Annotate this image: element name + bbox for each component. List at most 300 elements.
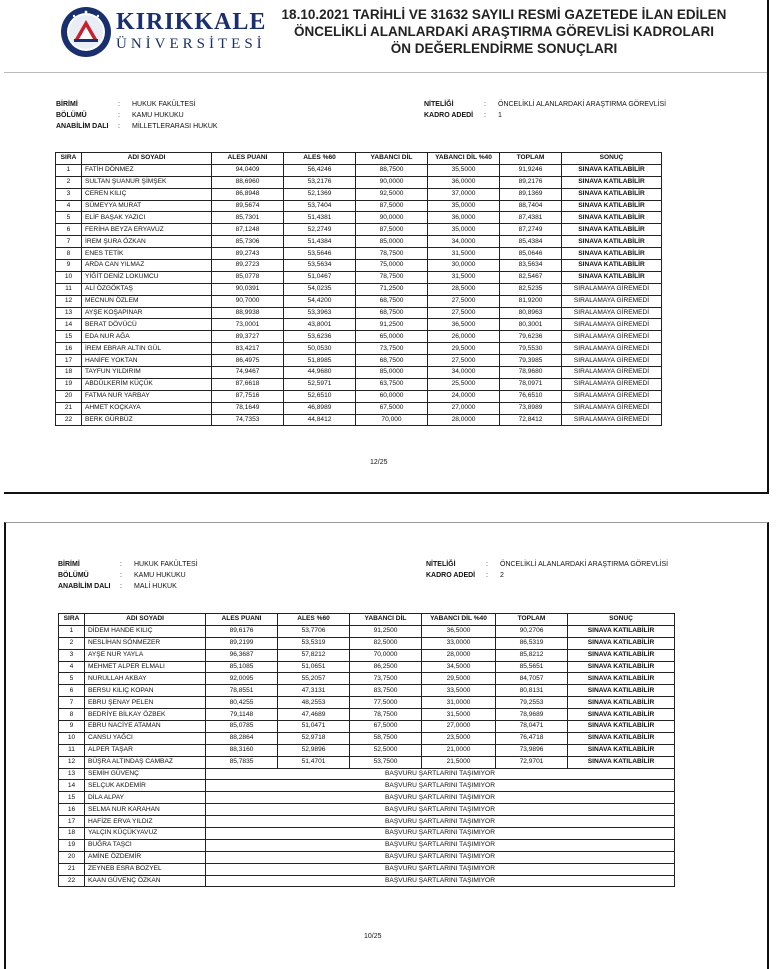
table-cell: 31,5000 xyxy=(428,271,500,283)
table-cell: SINAVA KATILABİLİR xyxy=(562,176,662,188)
table-cell: 90,2706 xyxy=(496,625,568,637)
table-cell: 52,9718 xyxy=(278,732,350,744)
table-cell: SIRALAMAYA GİREMEDİ xyxy=(562,343,662,355)
table-row xyxy=(59,780,675,792)
table-cell: 21,5000 xyxy=(422,756,496,768)
table-cell: 51,4701 xyxy=(278,756,350,768)
table-cell: 20 xyxy=(56,390,82,402)
table-cell: EBRU NACİYE ATAMAN xyxy=(85,721,206,733)
table-cell: 88,7404 xyxy=(500,200,562,212)
table-cell: 3 xyxy=(56,188,82,200)
table-cell: NURULLAH AKBAY xyxy=(85,673,206,685)
table-cell: SINAVA KATILABİLİR xyxy=(568,673,675,685)
table-cell: 6 xyxy=(59,685,85,697)
table-cell: 10 xyxy=(59,732,85,744)
table-cell: KAAN GÜVENÇ ÖZKAN xyxy=(85,875,206,887)
table-cell: 5 xyxy=(56,212,82,224)
page-number: 10/25 xyxy=(364,933,382,940)
table-row xyxy=(59,792,675,804)
table-row xyxy=(56,295,662,307)
header-line-3: ÖN DEĞERLENDİRME SONUÇLARI xyxy=(390,41,618,56)
kadro-value: 1 xyxy=(498,112,502,119)
table-cell: 90,0391 xyxy=(212,283,284,295)
table-row xyxy=(59,625,675,637)
table-cell: 86,2500 xyxy=(350,661,422,673)
table-cell: 52,5971 xyxy=(284,378,356,390)
table-cell: 15 xyxy=(56,331,82,343)
table-cell: AYŞE NUR YAYLA xyxy=(85,649,206,661)
table-cell: 92,5000 xyxy=(356,188,428,200)
table-cell: 58,7500 xyxy=(350,732,422,744)
document-page-2 xyxy=(4,522,769,969)
table-cell: 36,5000 xyxy=(428,319,500,331)
table-cell: 78,7500 xyxy=(350,709,422,721)
table-cell: 89,6176 xyxy=(206,625,278,637)
column-header: SONUÇ xyxy=(562,153,662,165)
table-cell: SIRALAMAYA GİREMEDİ xyxy=(562,414,662,426)
table-cell: 73,7500 xyxy=(350,673,422,685)
table-row xyxy=(59,804,675,816)
table-cell: 51,0471 xyxy=(278,721,350,733)
table-row xyxy=(56,367,662,379)
column-header: ALES PUANI xyxy=(212,153,284,165)
table-cell: ALPER TAŞAR xyxy=(85,744,206,756)
table-cell: HAFİZE ERVA YILDIZ xyxy=(85,816,206,828)
table-cell: 57,8212 xyxy=(278,649,350,661)
table-header-row xyxy=(59,614,675,626)
table-cell: 29,5000 xyxy=(422,673,496,685)
table-cell: SINAVA KATILABİLİR xyxy=(568,732,675,744)
table-cell: 88,9938 xyxy=(212,307,284,319)
table-cell: 53,6236 xyxy=(284,331,356,343)
table-cell: 80,4255 xyxy=(206,697,278,709)
table-cell: 70,0000 xyxy=(350,649,422,661)
table-cell: ENES TETİK xyxy=(82,248,212,260)
unit-info-block xyxy=(56,99,218,132)
table-cell: 51,4381 xyxy=(284,212,356,224)
table-cell: 54,4200 xyxy=(284,295,356,307)
table-cell: 51,4384 xyxy=(284,236,356,248)
table-cell: 30,0000 xyxy=(428,260,500,272)
table-cell: 18 xyxy=(59,828,85,840)
table-cell: 78,7500 xyxy=(356,248,428,260)
birimi-value: HUKUK FAKÜLTESİ xyxy=(132,101,196,108)
table-cell: SINAVA KATILABİLİR xyxy=(568,744,675,756)
table-cell: 27,5000 xyxy=(428,307,500,319)
table-cell: 74,7353 xyxy=(212,414,284,426)
table-cell: 5 xyxy=(59,673,85,685)
table-cell: 29,5000 xyxy=(428,343,500,355)
table-cell: 54,0235 xyxy=(284,283,356,295)
table-row xyxy=(56,200,662,212)
anabilim-label: ANABİLİM DALI xyxy=(56,123,109,130)
table-cell: 51,8985 xyxy=(284,355,356,367)
table-cell: SINAVA KATILABİLİR xyxy=(562,188,662,200)
table-cell: 19 xyxy=(59,839,85,851)
separator: : xyxy=(486,572,488,579)
table-cell: 34,0000 xyxy=(428,367,500,379)
table-cell: 53,5634 xyxy=(284,260,356,272)
table-cell: 21 xyxy=(59,863,85,875)
table-row xyxy=(56,414,662,426)
table-cell: 73,8989 xyxy=(500,402,562,414)
table-cell: 77,5000 xyxy=(350,697,422,709)
table-cell: 52,9896 xyxy=(278,744,350,756)
table-cell: ABDÜLKERİM KÜÇÜK xyxy=(82,378,212,390)
niteligi-value: ÖNCELİKLİ ALANLARDAKİ ARAŞTIRMA GÖREVLİSİ xyxy=(500,561,669,568)
bolumu-value: KAMU HUKUKU xyxy=(134,572,186,579)
table-cell: 22 xyxy=(56,414,82,426)
table-cell: 53,7706 xyxy=(278,625,350,637)
position-info-block xyxy=(426,559,668,581)
table-cell: BERK GÜRBÜZ xyxy=(82,414,212,426)
table-cell: SINAVA KATILABİLİR xyxy=(568,625,675,637)
table-cell: 55,2057 xyxy=(278,673,350,685)
table-cell: 28,5000 xyxy=(428,283,500,295)
anabilim-value: MALİ HUKUK xyxy=(134,583,177,590)
table-row xyxy=(59,685,675,697)
table-row xyxy=(59,756,675,768)
table-cell: 80,8963 xyxy=(500,307,562,319)
table-cell: 9 xyxy=(59,721,85,733)
table-cell: BUĞRA TAŞCI xyxy=(85,839,206,851)
table-cell: FATİH DÖNMEZ xyxy=(82,164,212,176)
table-cell: SIRALAMAYA GİREMEDİ xyxy=(562,295,662,307)
table-cell: 12 xyxy=(59,756,85,768)
position-info-block xyxy=(424,99,666,121)
table-cell: FATMA NUR YARBAY xyxy=(82,390,212,402)
table-cell: 72,8412 xyxy=(500,414,562,426)
table-cell: 23,5000 xyxy=(422,732,496,744)
table-cell: 85,0646 xyxy=(500,248,562,260)
table-cell: 27,5000 xyxy=(428,295,500,307)
table-cell: 86,4975 xyxy=(212,355,284,367)
table-header-row xyxy=(56,153,662,165)
table-cell: 87,1248 xyxy=(212,224,284,236)
table-cell: 27,0000 xyxy=(422,721,496,733)
table-cell: MECNUN ÖZLEM xyxy=(82,295,212,307)
table-cell: CEREN KILIÇ xyxy=(82,188,212,200)
table-cell: 46,8989 xyxy=(284,402,356,414)
table-cell: 90,0000 xyxy=(356,176,428,188)
table-row xyxy=(59,673,675,685)
table-cell: 87,2749 xyxy=(500,224,562,236)
table-cell: 21 xyxy=(56,402,82,414)
ineligible-status-cell: BAŞVURU ŞARTLARINI TAŞIMIYOR xyxy=(206,851,675,863)
table-cell: 78,9680 xyxy=(500,367,562,379)
table-cell: 85,0000 xyxy=(356,236,428,248)
table-cell: 96,3687 xyxy=(206,649,278,661)
table-cell: 25,5000 xyxy=(428,378,500,390)
table-cell: 80,8131 xyxy=(496,685,568,697)
column-header: SONUÇ xyxy=(568,614,675,626)
separator: : xyxy=(484,101,486,108)
table-row xyxy=(59,697,675,709)
table-cell: 85,0778 xyxy=(212,271,284,283)
table-cell: 47,4689 xyxy=(278,709,350,721)
table-cell: 20 xyxy=(59,851,85,863)
table-cell: SIRALAMAYA GİREMEDİ xyxy=(562,331,662,343)
table-row xyxy=(56,390,662,402)
table-cell: 28,0000 xyxy=(428,414,500,426)
table-cell: 83,5634 xyxy=(500,260,562,272)
page-edge xyxy=(4,492,767,494)
table-cell: 13 xyxy=(56,307,82,319)
table-cell: 88,7500 xyxy=(356,164,428,176)
table-row xyxy=(59,661,675,673)
table-cell: 80,3001 xyxy=(500,319,562,331)
table-cell: SINAVA KATILABİLİR xyxy=(568,721,675,733)
table-cell: 53,7500 xyxy=(350,756,422,768)
table-cell: 21,0000 xyxy=(422,744,496,756)
table-cell: 68,7500 xyxy=(356,307,428,319)
table-cell: EBRU ŞENAY PELEN xyxy=(85,697,206,709)
separator: : xyxy=(486,561,488,568)
table-cell: 36,0000 xyxy=(428,212,500,224)
table-cell: ALİ ÖZGÖKTAŞ xyxy=(82,283,212,295)
table-cell: YALÇIN KÜÇÜKYAVUZ xyxy=(85,828,206,840)
table-cell: SEMİH GÜVENÇ xyxy=(85,768,206,780)
table-cell: MEHMET ALPER ELMALI xyxy=(85,661,206,673)
bolumu-label: BÖLÜMÜ xyxy=(58,572,89,579)
table-cell: 87,5000 xyxy=(356,200,428,212)
table-cell: 37,0000 xyxy=(428,188,500,200)
table-cell: SINAVA KATILABİLİR xyxy=(568,661,675,673)
table-row xyxy=(59,851,675,863)
table-cell: 78,0971 xyxy=(500,378,562,390)
column-header: ADI SOYADI xyxy=(85,614,206,626)
table-cell: 89,5674 xyxy=(212,200,284,212)
table-row xyxy=(56,248,662,260)
table-cell: SIRALAMAYA GİREMEDİ xyxy=(562,367,662,379)
table-row xyxy=(59,744,675,756)
table-cell: 51,0467 xyxy=(284,271,356,283)
column-header: ALES %60 xyxy=(284,153,356,165)
table-cell: 1 xyxy=(59,625,85,637)
document-header xyxy=(244,6,764,57)
column-header: YABANCI DİL %40 xyxy=(422,614,496,626)
table-cell: 79,6236 xyxy=(500,331,562,343)
table-cell: 8 xyxy=(56,248,82,260)
table-cell: HANİFE YOKTAN xyxy=(82,355,212,367)
table-cell: 85,7301 xyxy=(212,212,284,224)
page-gap xyxy=(0,496,777,522)
table-cell: 13 xyxy=(59,768,85,780)
separator: : xyxy=(120,572,122,579)
separator: : xyxy=(120,583,122,590)
table-cell: 27,5000 xyxy=(428,355,500,367)
table-row xyxy=(56,378,662,390)
results-table xyxy=(55,152,662,426)
table-cell: 74,9467 xyxy=(212,367,284,379)
header-line-1: 18.10.2021 TARİHLİ VE 31632 SAYILI RESMİ GAZETEDE İLAN EDİLEN xyxy=(281,7,727,22)
table-cell: 85,0785 xyxy=(206,721,278,733)
table-row xyxy=(59,828,675,840)
table-row xyxy=(59,649,675,661)
table-cell: 87,6618 xyxy=(212,378,284,390)
table-cell: 79,5530 xyxy=(500,343,562,355)
table-row xyxy=(59,768,675,780)
table-cell: 11 xyxy=(56,283,82,295)
table-cell: 36,5000 xyxy=(422,625,496,637)
table-row xyxy=(59,816,675,828)
table-cell: 16 xyxy=(59,804,85,816)
table-cell: 53,3963 xyxy=(284,307,356,319)
birimi-label: BİRİMİ xyxy=(58,561,80,568)
table-cell: NESLİHAN SÖNMEZER xyxy=(85,637,206,649)
ineligible-status-cell: BAŞVURU ŞARTLARINI TAŞIMIYOR xyxy=(206,804,675,816)
university-logo-icon xyxy=(60,6,112,58)
table-cell: 78,0471 xyxy=(496,721,568,733)
table-cell: 71,2500 xyxy=(356,283,428,295)
table-cell: 18 xyxy=(56,367,82,379)
table-cell: SIRALAMAYA GİREMEDİ xyxy=(562,283,662,295)
results-table xyxy=(58,613,675,887)
column-header: YABANCI DİL xyxy=(350,614,422,626)
column-header: TOPLAM xyxy=(500,153,562,165)
table-row xyxy=(59,637,675,649)
table-cell: 84,7057 xyxy=(496,673,568,685)
column-header: ALES PUANI xyxy=(206,614,278,626)
table-cell: 73,9896 xyxy=(496,744,568,756)
table-cell: 52,1369 xyxy=(284,188,356,200)
table-cell: 22 xyxy=(59,875,85,887)
table-cell: SINAVA KATILABİLİR xyxy=(568,637,675,649)
table-cell: 89,3727 xyxy=(212,331,284,343)
separator: : xyxy=(484,112,486,119)
table-cell: 79,2553 xyxy=(496,697,568,709)
table-cell: YİĞİT DENİZ LOKUMCU xyxy=(82,271,212,283)
table-row xyxy=(56,164,662,176)
table-row xyxy=(56,176,662,188)
niteligi-label: NİTELİĞİ xyxy=(426,561,456,568)
table-row xyxy=(56,188,662,200)
university-name: KIRIKKALE xyxy=(116,9,267,35)
table-cell: 27,0000 xyxy=(428,402,500,414)
table-cell: İREM EBRAR ALTIN GÜL xyxy=(82,343,212,355)
table-cell: 52,5000 xyxy=(350,744,422,756)
table-cell: SINAVA KATILABİLİR xyxy=(568,756,675,768)
table-cell: 51,0651 xyxy=(278,661,350,673)
table-cell: 4 xyxy=(56,200,82,212)
table-row xyxy=(56,236,662,248)
table-cell: 44,8412 xyxy=(284,414,356,426)
table-row xyxy=(56,355,662,367)
table-cell: 88,2864 xyxy=(206,732,278,744)
table-cell: SIRALAMAYA GİREMEDİ xyxy=(562,307,662,319)
table-cell: SULTAN ŞUANUR ŞİMŞEK xyxy=(82,176,212,188)
ineligible-status-cell: BAŞVURU ŞARTLARINI TAŞIMIYOR xyxy=(206,792,675,804)
table-cell: İREM ŞURA ÖZKAN xyxy=(82,236,212,248)
table-cell: 35,5000 xyxy=(428,164,500,176)
table-cell: 89,2199 xyxy=(206,637,278,649)
table-cell: 91,2500 xyxy=(356,319,428,331)
table-row xyxy=(56,307,662,319)
table-cell: ARDA CAN YILMAZ xyxy=(82,260,212,272)
table-cell: 89,2723 xyxy=(212,260,284,272)
table-cell: 19 xyxy=(56,378,82,390)
table-cell: 67,5000 xyxy=(356,402,428,414)
table-cell: SIRALAMAYA GİREMEDİ xyxy=(562,402,662,414)
table-cell: 31,5000 xyxy=(428,248,500,260)
table-cell: 53,5319 xyxy=(278,637,350,649)
table-cell: BERSU KILIÇ KOPAN xyxy=(85,685,206,697)
table-cell: 31,5000 xyxy=(422,709,496,721)
table-cell: FERİHA BEYZA ERYAVUZ xyxy=(82,224,212,236)
table-cell: 33,5000 xyxy=(422,685,496,697)
table-cell: 11 xyxy=(59,744,85,756)
ineligible-status-cell: BAŞVURU ŞARTLARINI TAŞIMIYOR xyxy=(206,768,675,780)
table-cell: SINAVA KATILABİLİR xyxy=(562,248,662,260)
column-header: YABANCI DİL %40 xyxy=(428,153,500,165)
table-cell: 47,3131 xyxy=(278,685,350,697)
niteligi-label: NİTELİĞİ xyxy=(424,101,454,108)
table-cell: 28,0000 xyxy=(422,649,496,661)
table-cell: SIRALAMAYA GİREMEDİ xyxy=(562,355,662,367)
table-row xyxy=(59,732,675,744)
table-cell: 85,1085 xyxy=(206,661,278,673)
table-cell: 48,2553 xyxy=(278,697,350,709)
table-cell: 2 xyxy=(56,176,82,188)
table-cell: 2 xyxy=(59,637,85,649)
table-cell: 9 xyxy=(56,260,82,272)
ineligible-status-cell: BAŞVURU ŞARTLARINI TAŞIMIYOR xyxy=(206,816,675,828)
table-cell: 73,0001 xyxy=(212,319,284,331)
table-cell: 17 xyxy=(56,355,82,367)
table-cell: BERAT DÖVÜCÜ xyxy=(82,319,212,331)
table-cell: SINAVA KATILABİLİR xyxy=(562,236,662,248)
ineligible-status-cell: BAŞVURU ŞARTLARINI TAŞIMIYOR xyxy=(206,875,675,887)
table-cell: 56,4246 xyxy=(284,164,356,176)
table-cell: 50,0530 xyxy=(284,343,356,355)
table-cell: SINAVA KATILABİLİR xyxy=(568,697,675,709)
birimi-label: BİRİMİ xyxy=(56,101,78,108)
table-cell: 3 xyxy=(59,649,85,661)
unit-info-block xyxy=(58,559,198,592)
table-row xyxy=(56,283,662,295)
table-cell: 82,5467 xyxy=(500,271,562,283)
table-cell: 83,4217 xyxy=(212,343,284,355)
table-cell: 73,7500 xyxy=(356,343,428,355)
bolumu-value: KAMU HUKUKU xyxy=(132,112,184,119)
table-cell: 89,2176 xyxy=(500,176,562,188)
table-cell: 53,2176 xyxy=(284,176,356,188)
table-cell: EDA NUR AĞA xyxy=(82,331,212,343)
table-cell: 78,8551 xyxy=(206,685,278,697)
table-cell: 92,0095 xyxy=(206,673,278,685)
table-cell: SÜMEYYA MURAT xyxy=(82,200,212,212)
table-cell: 78,9689 xyxy=(496,709,568,721)
table-row xyxy=(59,721,675,733)
table-cell: 44,9680 xyxy=(284,367,356,379)
table-cell: AHMET KOÇKAYA xyxy=(82,402,212,414)
table-cell: 86,5319 xyxy=(496,637,568,649)
separator: : xyxy=(118,112,120,119)
table-cell: 88,3160 xyxy=(206,744,278,756)
table-cell: 35,0000 xyxy=(428,224,500,236)
table-cell: BÜŞRA ALTINDAŞ CAMBAZ xyxy=(85,756,206,768)
header-divider xyxy=(4,72,767,73)
column-header: TOPLAM xyxy=(496,614,568,626)
table-cell: 70,000 xyxy=(356,414,428,426)
table-cell: 52,6510 xyxy=(284,390,356,402)
table-cell: SELMA NUR KARAHAN xyxy=(85,804,206,816)
university-subtitle: ÜNİVERSİTESİ xyxy=(116,36,266,52)
page-number: 12/25 xyxy=(370,459,388,466)
table-row xyxy=(59,709,675,721)
kadro-value: 2 xyxy=(500,572,504,579)
table-row xyxy=(56,224,662,236)
